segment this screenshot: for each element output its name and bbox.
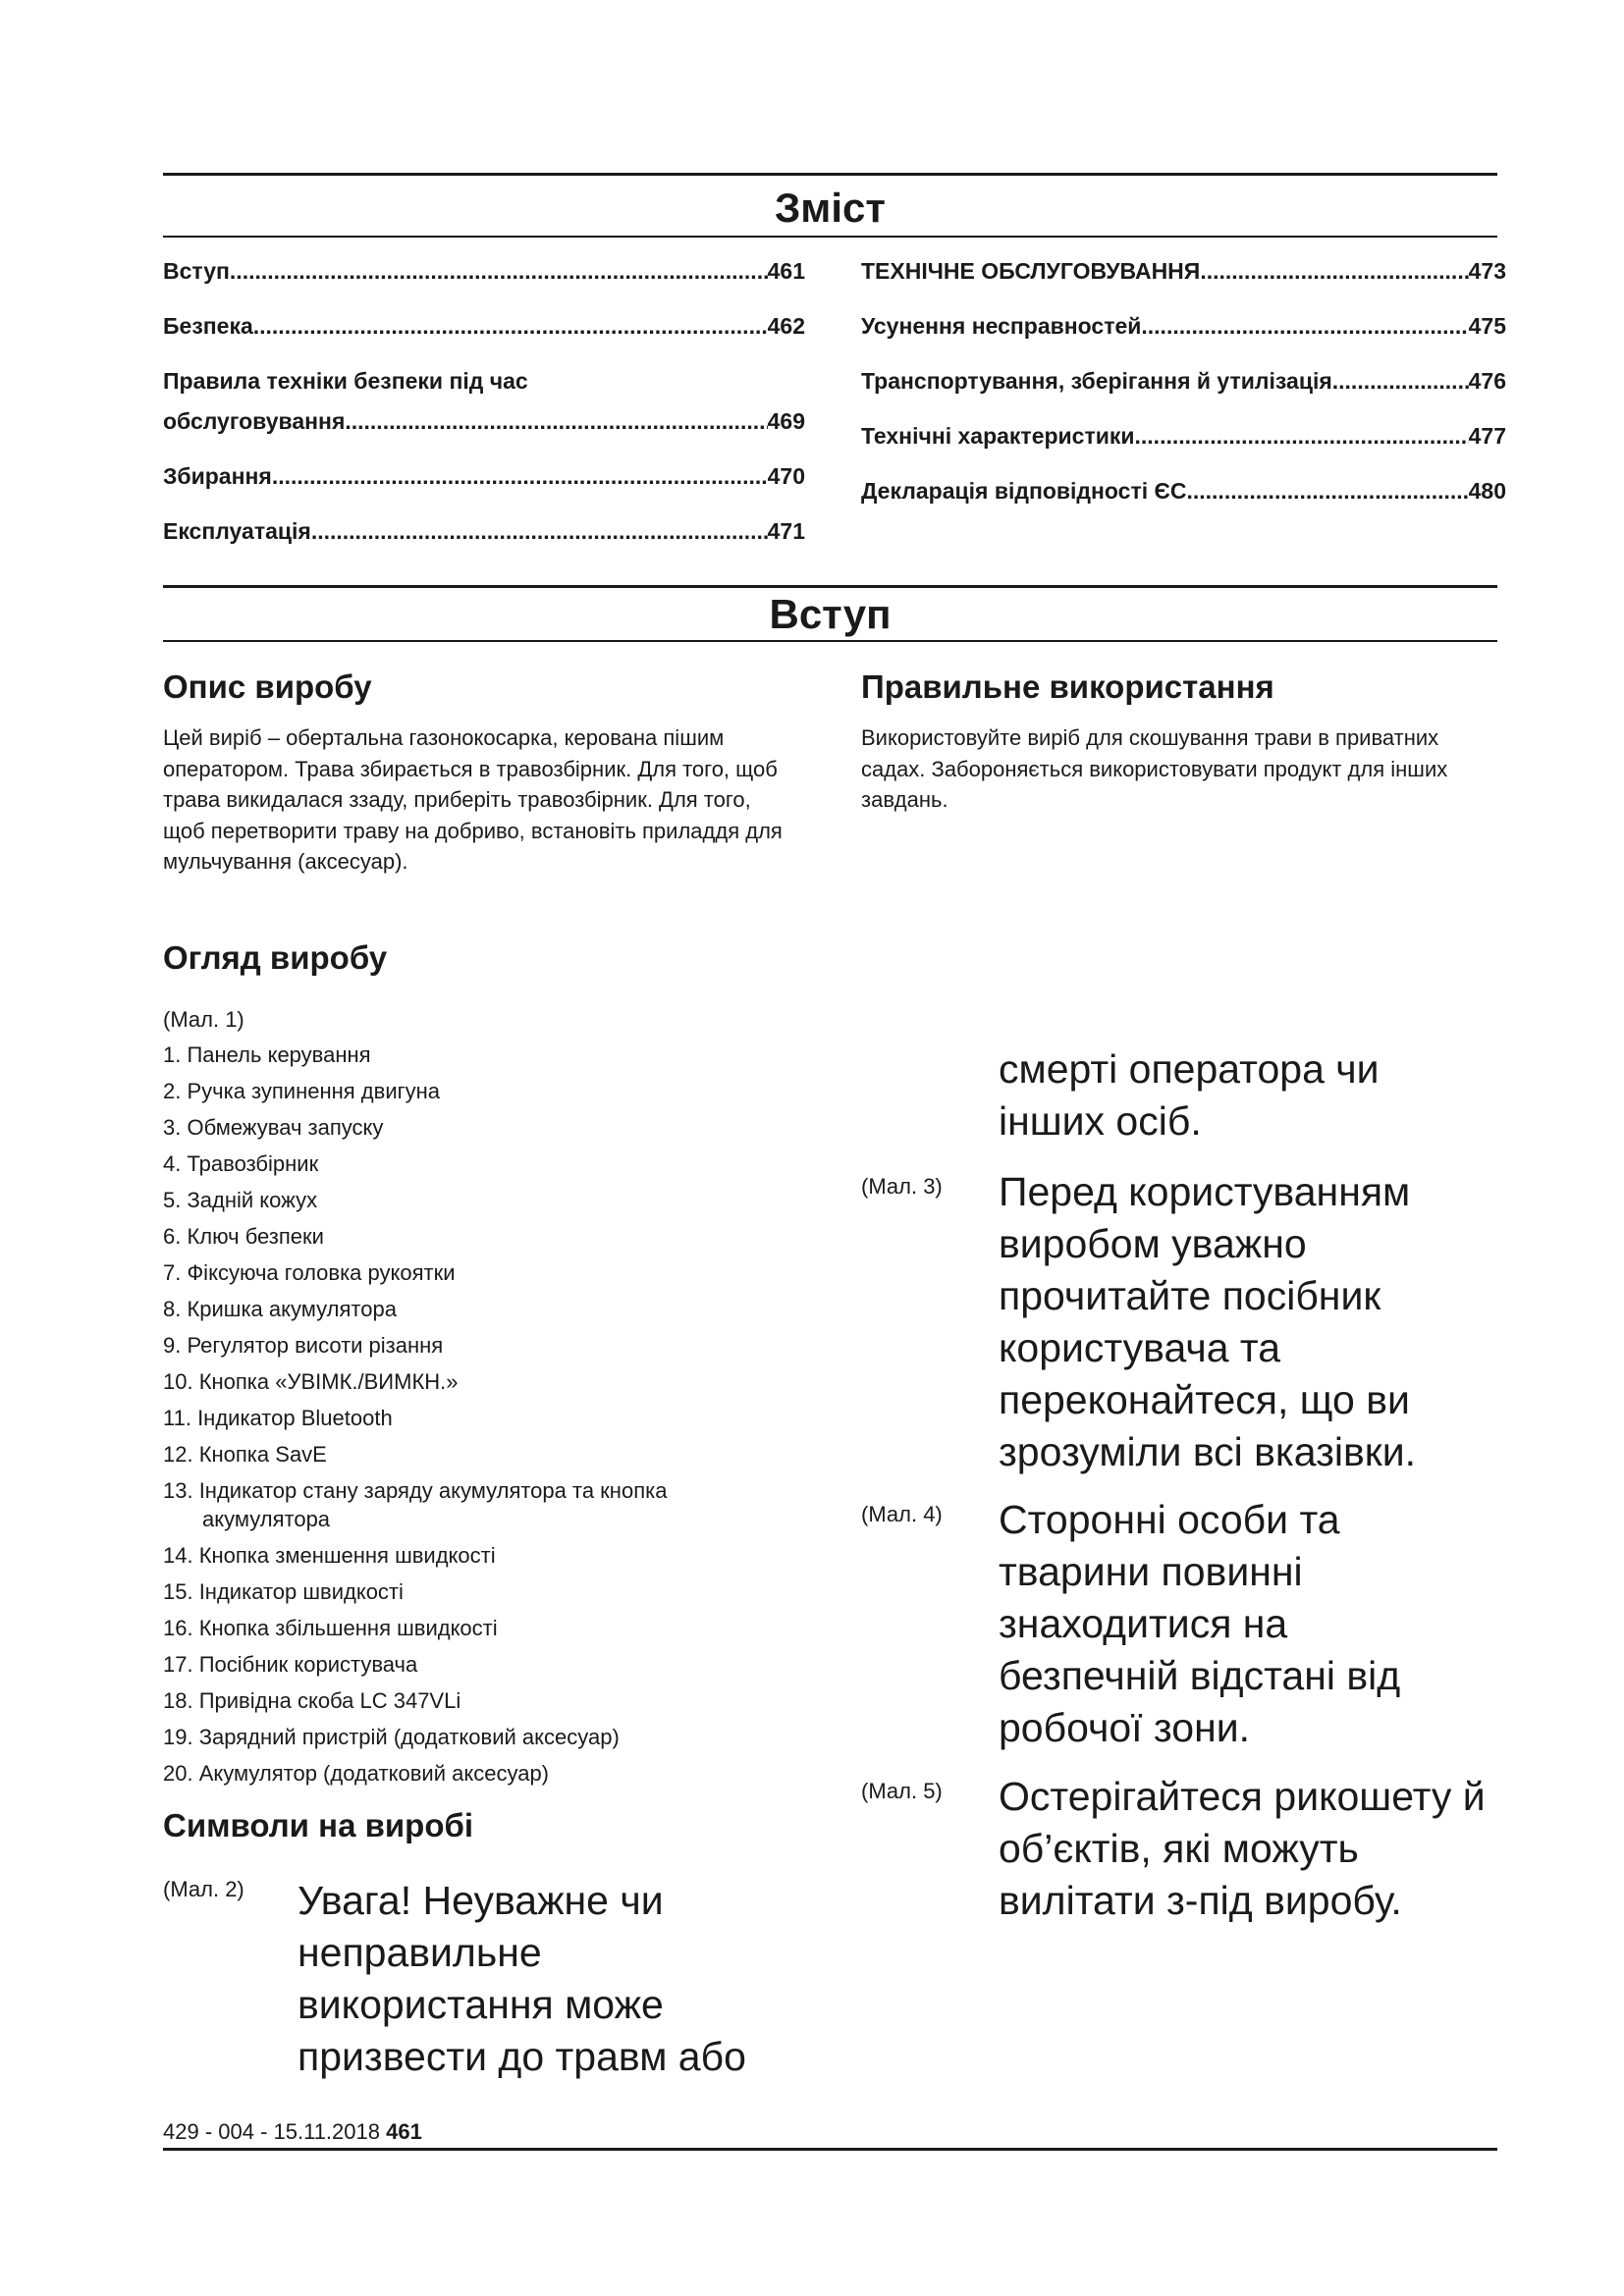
list-item: 2. Ручка зупинення двигуна: [163, 1079, 441, 1103]
intended-use-text: Використовуйте виріб для скошування трави в приватних садах. Забороняється використовувати продукт для інших завдань.: [861, 725, 1448, 812]
footer-page-number: 461: [386, 2119, 422, 2144]
fig5-text: Остерігайтеся рикошету й об’єктів, які можуть вилітати з-під виробу.: [999, 1774, 1486, 1923]
toc-entry-eu-declaration[interactable]: [861, 471, 1506, 511]
toc-entry-troubleshooting[interactable]: [861, 306, 1506, 347]
list-item: 10. Кнопка «УВІМК./ВИМКН.»: [163, 1369, 459, 1394]
toc-title-rule: [163, 236, 1497, 238]
list-item: [163, 1476, 801, 1534]
toc-title: Зміст: [775, 185, 886, 231]
footer-doc-ref: 429 - 004 - 15.11.2018: [163, 2119, 387, 2144]
intro-top-rule: [163, 585, 1497, 588]
fig4-ref: (Мал. 4): [861, 1502, 943, 1526]
toc-entry-page: 476: [1468, 368, 1506, 394]
toc-entry-label: Транспортування, зберігання й утилізація: [861, 368, 1332, 394]
toc-entry-page: 471: [767, 518, 805, 544]
fig1-ref: (Мал. 1): [163, 1007, 244, 1032]
intended-use-heading: Правильне використання: [861, 668, 1274, 705]
list-item: 16. Кнопка збільшення швидкості: [163, 1616, 498, 1640]
toc-entry-label: Технічні характеристики: [861, 423, 1135, 449]
fig2-warning-continuation: смерті оператора чи інших осіб.: [999, 1046, 1380, 1144]
product-parts-list: [163, 1041, 801, 1795]
toc-entry-safety[interactable]: [163, 306, 805, 347]
product-overview-heading: Огляд виробу: [163, 939, 388, 976]
toc-entry-label: Усунення несправностей: [861, 313, 1142, 339]
toc-entry-operation[interactable]: [163, 511, 805, 552]
toc-entry-page: 462: [767, 313, 805, 339]
list-item: 19. Зарядний пристрій (додатковий аксесуар): [163, 1725, 620, 1749]
fig3-text: Перед користуванням виробом уважно прочитайте посібник користувача та переконайтеся, що ви зрозуміли всі вказівки.: [999, 1169, 1417, 1474]
toc-entry-label: Безпека: [163, 313, 253, 339]
toc-entry-transport-storage[interactable]: [861, 361, 1506, 401]
toc-entry-page: 461: [767, 258, 805, 284]
toc-entry-page: 469: [767, 408, 805, 434]
toc-entry-page: 475: [1468, 313, 1506, 339]
list-item: 11. Індикатор Bluetooth: [163, 1406, 393, 1430]
list-item: 20. Акумулятор (додатковий аксесуар): [163, 1761, 550, 1786]
list-item: 9. Регулятор висоти різання: [163, 1333, 444, 1358]
list-item: 15. Індикатор швидкості: [163, 1579, 404, 1604]
toc-entry-label: ТЕХНІЧНЕ ОБСЛУГОВУВАННЯ: [861, 258, 1201, 284]
toc-entry-technical-data[interactable]: [861, 416, 1506, 456]
intro-title-rule: [163, 640, 1497, 642]
toc-entry-label: обслуговування: [163, 408, 346, 434]
list-item: 3. Обмежувач запуску: [163, 1115, 384, 1140]
toc-entry-label: Вступ: [163, 258, 230, 284]
list-item: 7. Фіксуюча головка рукоятки: [163, 1260, 456, 1285]
list-item-continuation: акумулятора: [202, 1507, 331, 1531]
toc-entry-label: Експлуатація: [163, 518, 311, 544]
list-item-text: 13. Індикатор стану заряду акумулятора та кнопка: [163, 1478, 668, 1503]
list-item: 14. Кнопка зменшення швидкості: [163, 1543, 496, 1568]
toc-entry-technical-maintenance[interactable]: [861, 251, 1506, 292]
toc-entry-page: 473: [1468, 258, 1506, 284]
toc-top-rule: [163, 173, 1497, 176]
fig3-ref: (Мал. 3): [861, 1174, 943, 1199]
page-footer: [163, 2117, 422, 2147]
fig4-text: Сторонні особи та тварини повинні знаходитися на безпечній відстані від робочої зони.: [999, 1497, 1401, 1750]
toc-entry-label-line1: Правила техніки безпеки під час: [163, 368, 528, 394]
fig5-ref: (Мал. 5): [861, 1779, 943, 1803]
footer-rule: [163, 2148, 1497, 2151]
product-description-heading: Опис виробу: [163, 668, 372, 705]
intro-title: Вступ: [769, 591, 892, 637]
toc-entry-intro[interactable]: [163, 251, 805, 292]
list-item: 4. Травозбірник: [163, 1151, 319, 1176]
symbols-heading: Символи на виробі: [163, 1807, 474, 1843]
fig2-warning-text: Увага! Неуважне чи неправильне використання може призвести до травм або: [298, 1878, 746, 2079]
list-item: 18. Привідна скоба LC 347VLi: [163, 1688, 461, 1713]
toc-entry-label: Збирання: [163, 463, 272, 489]
list-item: 8. Кришка акумулятора: [163, 1297, 397, 1321]
toc-entry-assembly[interactable]: [163, 456, 805, 497]
toc-left-column: [163, 251, 805, 552]
product-description-text: Цей виріб – обертальна газонокосарка, керована пішим оператором. Трава збирається в травозбірник. Для того, щоб трава викидалася ззаду, приберіть травозбірник. Для того, щоб перетворити траву на добриво, встановіть приладдя для мульчування (аксесуар).: [163, 725, 783, 874]
list-item: 5. Задній кожух: [163, 1188, 318, 1212]
toc-entry-maintenance-safety[interactable]: [163, 361, 805, 442]
toc-entry-page: 470: [767, 463, 805, 489]
toc-entry-page: 477: [1468, 423, 1506, 449]
fig2-ref: (Мал. 2): [163, 1877, 244, 1901]
toc-entry-label: Декларація відповідності ЄС: [861, 478, 1187, 504]
toc-right-column: [861, 251, 1506, 511]
list-item: 1. Панель керування: [163, 1042, 371, 1067]
list-item: 17. Посібник користувача: [163, 1652, 418, 1677]
toc-entry-page: 480: [1468, 478, 1506, 504]
list-item: 6. Ключ безпеки: [163, 1224, 324, 1249]
list-item: 12. Кнопка SavE: [163, 1442, 327, 1467]
